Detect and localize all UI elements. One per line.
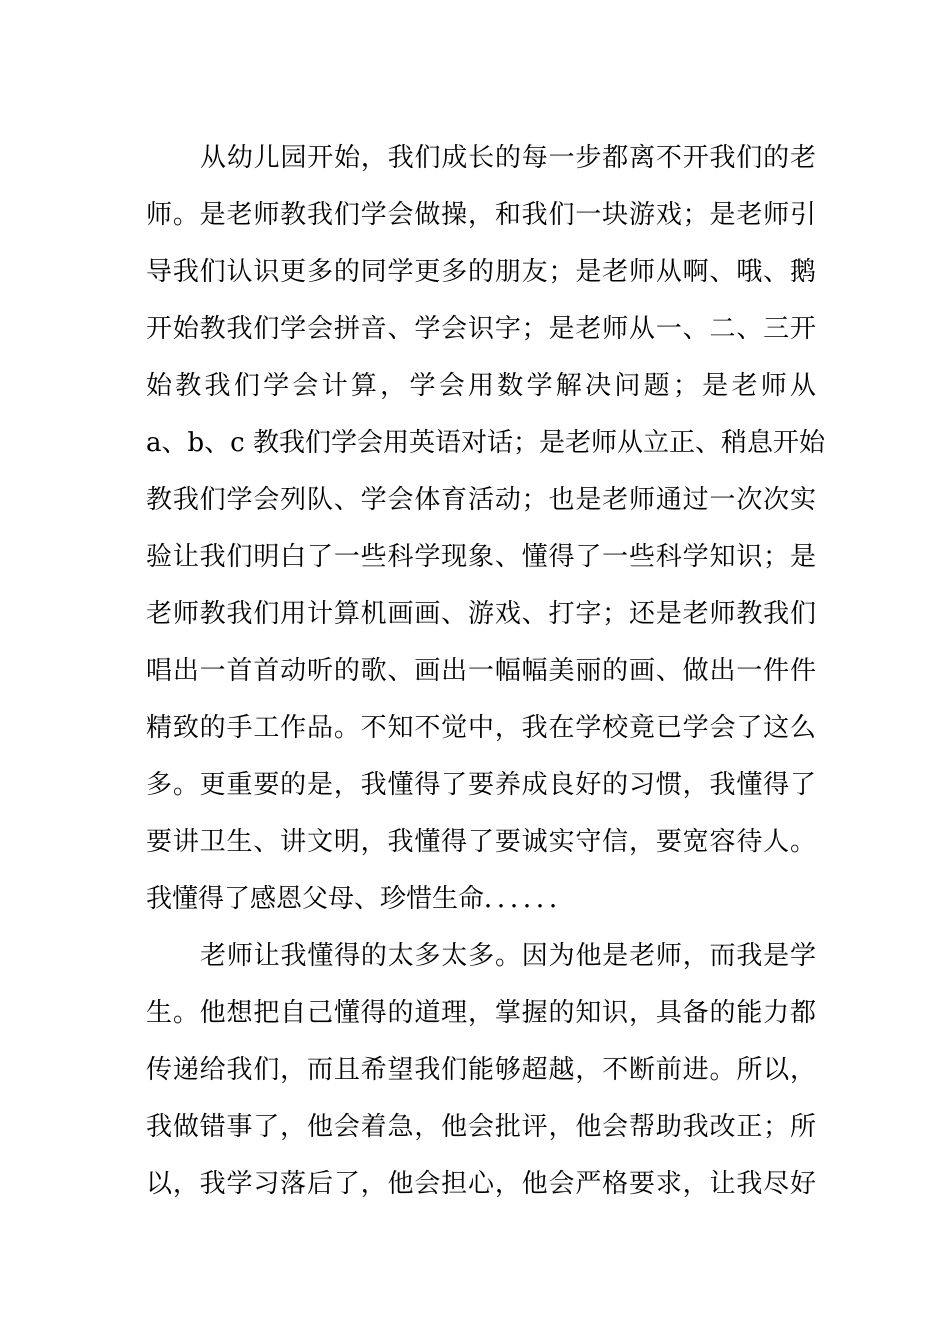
paragraph-line: 生。他想把自己懂得的道理，掌握的知识，具备的能力都: [146, 998, 816, 1028]
paragraph-line: 导我们认识更多的同学更多的朋友；是老师从啊、哦、鹅: [146, 257, 816, 287]
paragraph-line: 开始教我们学会拼音、学会识字；是老师从一、二、三开: [146, 314, 816, 344]
paragraph-line: 教我们学会列队、学会体育活动；也是老师通过一次次实: [146, 485, 816, 515]
paragraph-line: 传递给我们，而且希望我们能够超越，不断前进。所以，: [146, 1055, 816, 1085]
paragraph-line: 精致的手工作品。不知不觉中，我在学校竟已学会了这么: [146, 713, 816, 743]
paragraph-line: 我做错事了，他会着急，他会批评，他会帮助我改正；所: [146, 1112, 816, 1142]
paragraph-1: [146, 130, 825, 928]
paragraph-line: 以，我学习落后了，他会担心，他会严格要求，让我尽好: [146, 1169, 816, 1199]
paragraph-line: 始教我们学会计算，学会用数学解决问题；是老师从: [146, 371, 816, 401]
paragraph-2: [146, 928, 816, 1213]
paragraph-line: 老师让我懂得的太多太多。因为他是老师，而我是学: [200, 941, 816, 971]
paragraph-line: 验让我们明白了一些科学现象、懂得了一些科学知识；是: [146, 542, 816, 572]
document-body: [146, 130, 825, 1213]
paragraph-line: 老师教我们用计算机画画、游戏、打字；还是老师教我们: [146, 599, 816, 629]
paragraph-line: 多。更重要的是，我懂得了要养成良好的习惯，我懂得了: [146, 770, 816, 800]
paragraph-line: 我懂得了感恩父母、珍惜生命．．．．．．: [146, 884, 576, 914]
paragraph-line: 师。是老师教我们学会做操，和我们一块游戏；是老师引: [146, 200, 816, 230]
paragraph-line: 要讲卫生、讲文明，我懂得了要诚实守信，要宽容待人。: [146, 827, 816, 857]
paragraph-line: 从幼儿园开始，我们成长的每一步都离不开我们的老: [200, 143, 816, 173]
paragraph-line: 唱出一首首动听的歌、画出一幅幅美丽的画、做出一件件: [146, 656, 816, 686]
paragraph-line: a、b、c 教我们学会用英语对话；是老师从立正、稍息开始: [146, 428, 825, 458]
